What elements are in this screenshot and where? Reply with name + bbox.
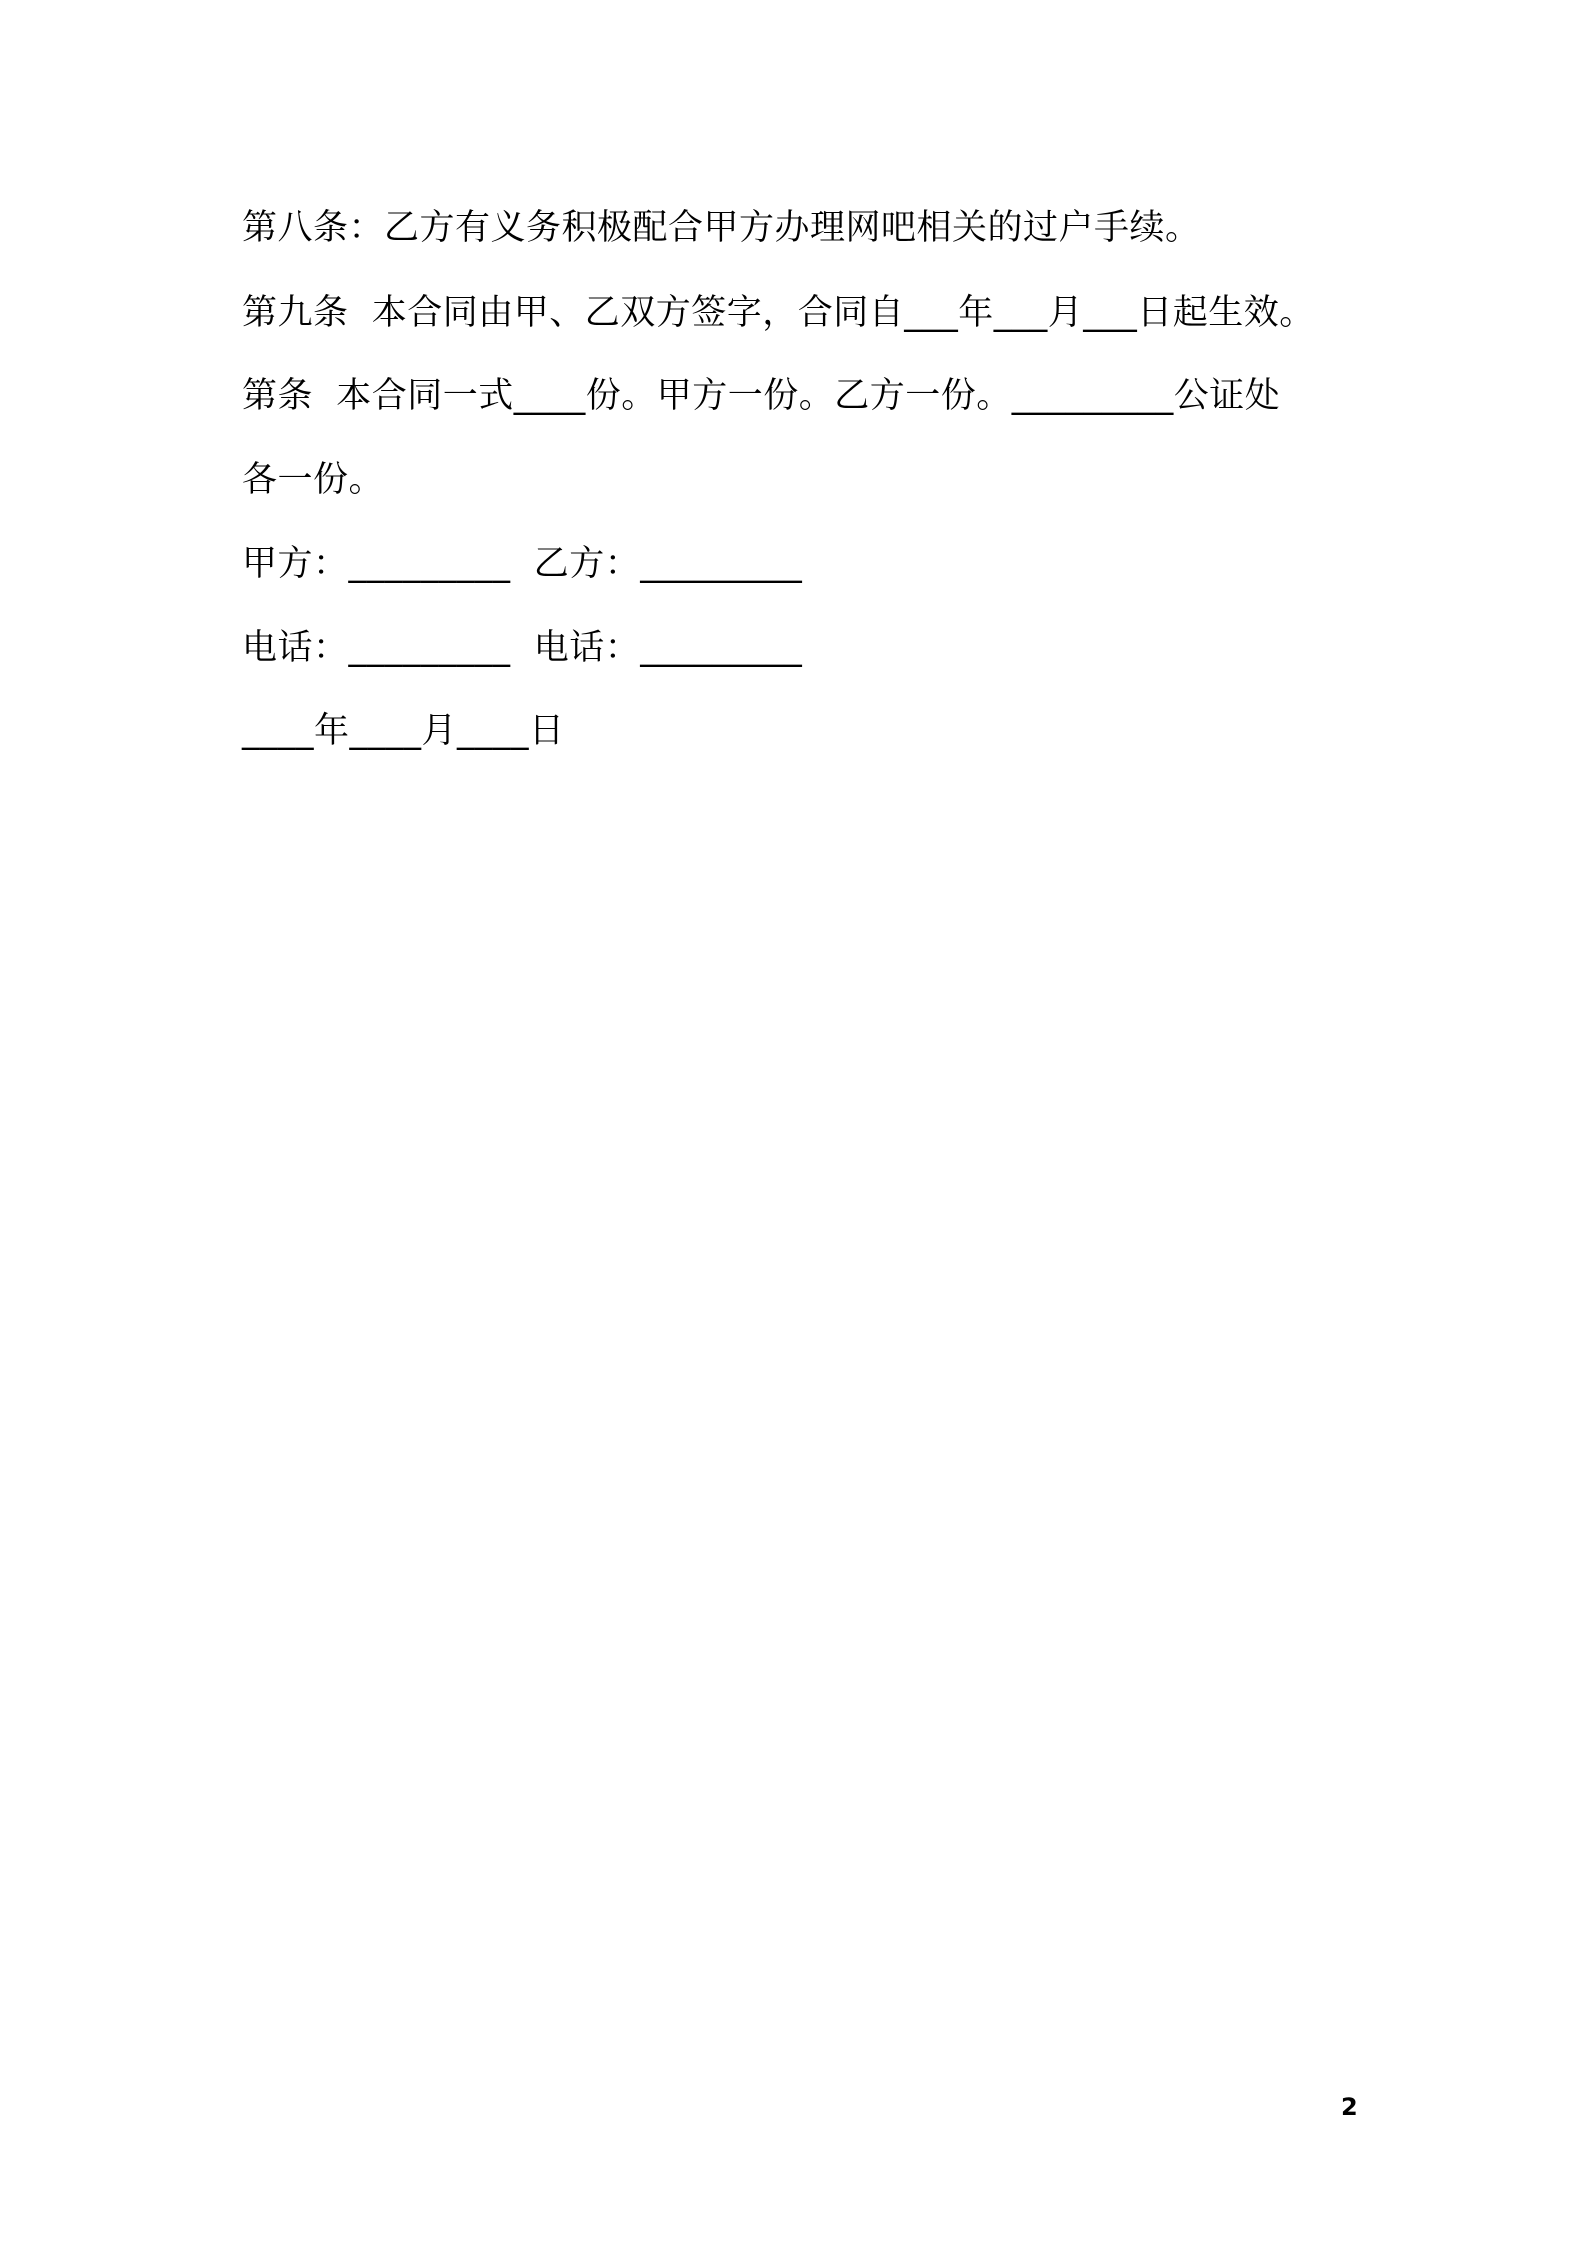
date-line: ____年____月____日 [242, 711, 565, 751]
phone-numbers-line: 电话：_________ 电话：_________ [242, 628, 803, 668]
article-copies-continuation: 各一份。 [242, 460, 385, 500]
article-copies-text: 第条 本合同一式____份。甲方一份。乙方一份。_________公证处 [242, 376, 1281, 416]
signature-parties-line: 甲方：_________ 乙方：_________ [242, 544, 803, 584]
article-9-text: 第九条 本合同由甲、乙双方签字，合同自___年___月___日起生效。 [242, 293, 1315, 333]
article-8-text: 第八条：乙方有义务积极配合甲方办理网吧相关的过户手续。 [242, 208, 1201, 248]
page-number: 2 [1341, 2093, 1358, 2121]
